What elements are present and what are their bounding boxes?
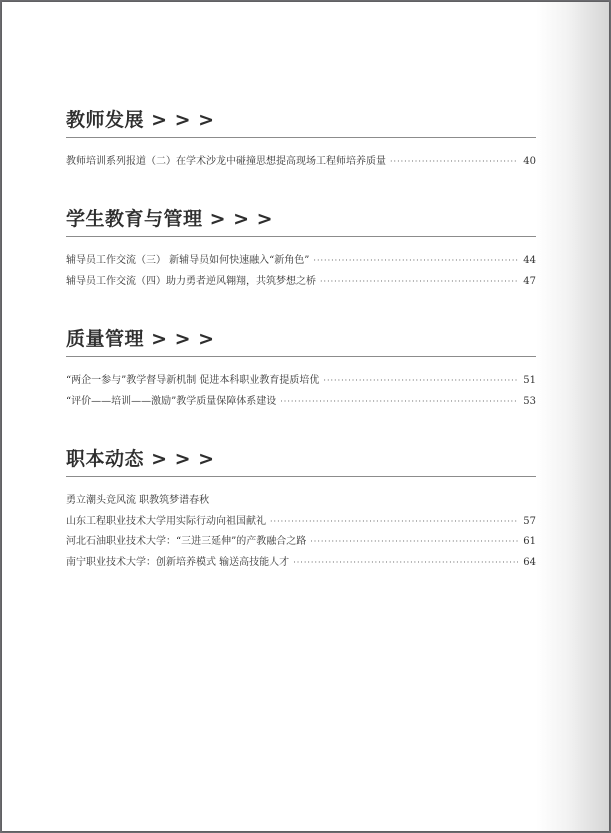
dot-leader [270,517,518,526]
toc-section-quality-management [66,325,536,412]
dot-leader [320,277,518,286]
toc-section-teacher-development [66,106,536,173]
section-title: 教师发展 > > > [66,106,536,138]
dot-leader [293,558,518,567]
dot-leader [390,157,518,166]
toc-entry-title: 河北石油职业技术大学：“三进三延伸”的产教融合之路 [66,536,307,547]
toc-entry[interactable] [66,532,536,553]
dot-leader [313,256,518,265]
section-title: 质量管理 > > > [66,325,536,357]
toc-entry-page: 44 [523,255,536,266]
section-title: 学生教育与管理 > > > [66,205,536,237]
toc-entry[interactable] [66,553,536,574]
toc-entry-title: “评价——培训——激励”教学质量保障体系建设 [66,395,277,407]
dot-leader [310,537,518,546]
toc-entry-page: 61 [523,536,536,547]
toc-entry-page: 64 [523,556,536,568]
toc-entry-title: 山东工程职业技术大学用实际行动向祖国献礼 [66,515,266,527]
toc-entry[interactable] [66,392,536,413]
toc-entry[interactable] [66,152,536,173]
document-page [2,2,609,831]
toc-entry-page: 53 [523,395,536,407]
toc-entry-title: 辅导员工作交流（三） 新辅导员如何快速融入“新角色” [66,255,310,266]
toc-entries [66,152,536,173]
dot-leader [323,376,518,385]
toc-entry-title: “两企一参与”教学督导新机制 促进本科职业教育提质培优 [66,375,320,386]
toc-section-university-news [66,445,536,573]
toc-entries [66,371,536,412]
toc-entry[interactable] [66,251,536,272]
toc-entry-title: 辅导员工作交流（四）助力勇者逆风翱翔，共筑梦想之桥 [66,275,316,287]
toc-entry[interactable] [66,371,536,392]
toc-section-student-education [66,205,536,292]
toc-entry-page: 57 [523,515,536,527]
toc-entry[interactable] [66,512,536,533]
section-title: 职本动态 > > > [66,445,536,477]
toc-subheading-text: 勇立潮头竞风流 职教筑梦谱春秋 [66,495,210,506]
toc-entries [66,251,536,292]
dot-leader [280,397,518,406]
toc-entry[interactable] [66,272,536,293]
toc-subheading [66,491,536,512]
toc-entry-page: 51 [523,375,536,386]
toc-entry-page: 40 [523,156,536,167]
toc-entry-title: 南宁职业技术大学：创新培养模式 输送高技能人才 [66,556,290,568]
toc-entry-page: 47 [523,275,536,287]
toc-entry-title: 教师培训系列报道（二）在学术沙龙中碰撞思想提高现场工程师培养质量 [66,156,386,167]
toc-entries [66,491,536,573]
